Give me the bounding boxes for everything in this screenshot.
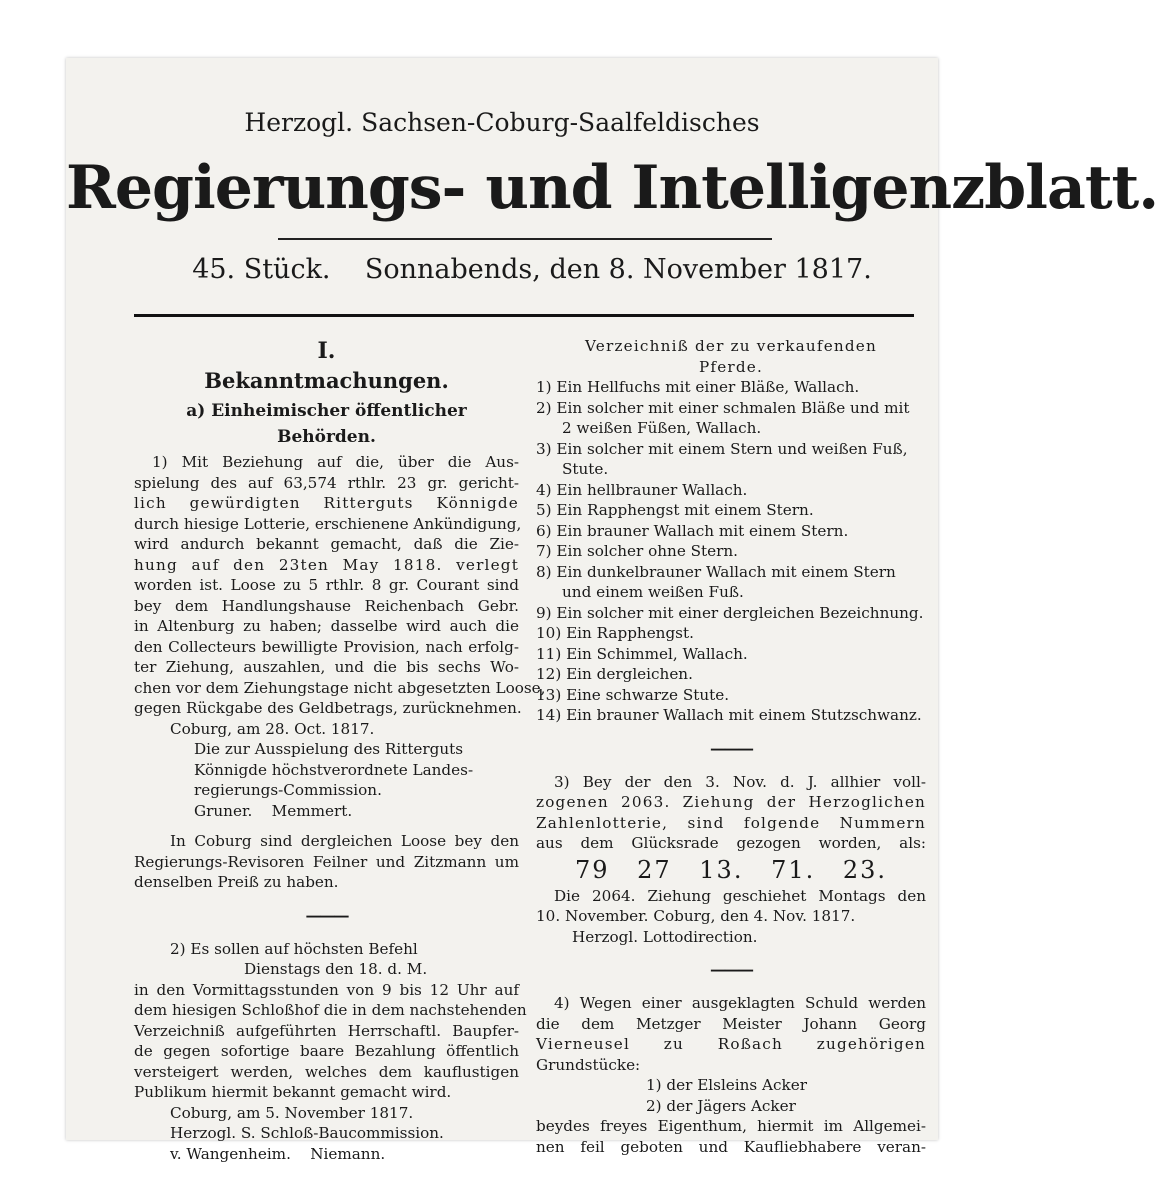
text-line: beydes freyes Eigenthum, hiermit im Allgemei- (536, 1117, 926, 1135)
text-line: 1) Mit Beziehung auf die, über die Aus- (152, 453, 519, 471)
text-line: lich gewürdigten Ritterguts Könnigde (134, 494, 519, 512)
notice-4 (536, 993, 926, 1157)
section-number: I. (317, 338, 336, 364)
text-line: die dem Metzger Meister Johann Georg (536, 1014, 926, 1033)
notice-subheading: Dienstags den 18. d. M. (244, 960, 428, 978)
signature-line: Könnigde höchstverordnete Landes- (194, 760, 474, 779)
text-line: Regierungs-Revisoren Feilner und Zitzmann um (134, 852, 519, 871)
header-rule (134, 314, 914, 317)
notice-2 (134, 939, 527, 1165)
text-line: Vierneusel zu Roßach zugehörigen (536, 1035, 926, 1053)
text-line: zogenen 2063. Ziehung der Herzoglichen (536, 793, 926, 811)
masthead-title: Regierungs- und Intelligenzblatt. (66, 153, 1158, 223)
issue-number: 45. Stück. (192, 254, 331, 285)
list-item-continuation: Stute. (562, 460, 609, 478)
list-item: 14) Ein brauner Wallach mit einem Stutzschwanz. (536, 706, 922, 724)
notice-date: Coburg, am 28. Oct. 1817. (170, 719, 375, 738)
separator-dash: ——— (710, 960, 752, 979)
text-line: Die 2064. Ziehung geschiehet Montags den (554, 886, 926, 905)
text-line: wird andurch bekannt gemacht, daß die Zie- (134, 535, 519, 553)
list-item: 10) Ein Rapphengst. (536, 624, 694, 642)
separator-dash: ——— (710, 738, 752, 758)
notice-heading: 2) Es sollen auf höchsten Befehl (170, 939, 418, 958)
subsection-heading: a) Einheimischer öffentlicher Behörden. (186, 401, 467, 447)
text-line: gegen Rückgabe des Geldbetrags, zurücknehmen. (134, 699, 522, 717)
text-line: Zahlenlotterie, sind folgende Nummern (536, 813, 926, 832)
signature-line: Herzogl. S. Schloß-Baucommission. (170, 1124, 444, 1142)
text-line: in Altenburg zu haben; dasselbe wird auch die (134, 617, 519, 635)
text-line: bey dem Handlungshause Reichenbach Gebr. (134, 596, 519, 615)
list-item: 2) Ein solcher mit einer schmalen Bläße und mit (536, 398, 910, 417)
list-item: 1) Ein Hellfuchs mit einer Bläße, Wallach. (536, 378, 860, 396)
issue-date: Sonnabends, den 8. November 1817. (364, 254, 872, 285)
signature-names: Gruner. Memmert. (194, 801, 353, 820)
newspaper-page (66, 58, 1158, 1163)
horse-list (536, 377, 926, 726)
list-item: 12) Ein dergleichen. (536, 665, 693, 683)
text-line: Verzeichniß aufgeführten Herrschaftl. Baupfer- (134, 1021, 519, 1040)
notice-date: Coburg, am 5. November 1817. (170, 1103, 414, 1122)
parcel-item: 1) der Elsleins Acker (646, 1076, 807, 1094)
masthead-rule (278, 238, 772, 240)
text-line: ter Ziehung, auszahlen, und die bis sechs Wo- (134, 658, 519, 676)
signature-names: v. Wangenheim. Niemann. (170, 1144, 386, 1163)
text-line: aus dem Glücksrade gezogen worden, als: (536, 834, 926, 852)
list-item: 3) Ein solcher mit einem Stern und weißen Fuß, (536, 439, 908, 458)
list-title: Verzeichniß der zu verkaufenden (585, 337, 877, 355)
list-title: Pferde. (698, 357, 764, 376)
text-line: Grundstücke: (536, 1055, 641, 1074)
text-line: 10. November. Coburg, den 4. Nov. 1817. (536, 907, 856, 925)
text-line: denselben Preiß zu haben. (134, 873, 339, 891)
right-column (536, 336, 926, 1157)
parcel-item: 2) der Jägers Acker (646, 1096, 796, 1115)
left-column (134, 336, 546, 1164)
list-item: 13) Eine schwarze Stute. (536, 685, 730, 704)
list-item: 4) Ein hellbrauner Wallach. (536, 480, 748, 499)
text-line: den Collecteurs bewilligte Provision, nach erfolg- (134, 637, 519, 656)
text-line: In Coburg sind dergleichen Loose bey den (170, 832, 519, 850)
list-item: 11) Ein Schimmel, Wallach. (536, 644, 748, 663)
masthead-superhead: Herzogl. Sachsen-Coburg-Saalfeldisches (244, 108, 760, 137)
list-item: 7) Ein solcher ohne Stern. (536, 542, 739, 560)
text-line: 4) Wegen einer ausgeklagten Schuld werden (554, 994, 926, 1012)
list-item: 8) Ein dunkelbrauner Wallach mit einem Stern (536, 562, 896, 581)
text-line: Publikum hiermit bekannt gemacht wird. (134, 1083, 452, 1101)
list-item: 9) Ein solcher mit einer dergleichen Bezeichnung. (536, 603, 924, 622)
notice-1-addendum (134, 831, 519, 893)
list-item: 5) Ein Rapphengst mit einem Stern. (536, 501, 814, 519)
text-line: durch hiesige Lotterie, erschienene Ankündigung, (134, 514, 522, 533)
text-line: 3) Bey der den 3. Nov. d. J. allhier voll- (554, 772, 926, 791)
list-item: 6) Ein brauner Wallach mit einem Stern. (536, 521, 849, 540)
list-item-continuation: und einem weißen Fuß. (562, 583, 744, 601)
notice-1 (134, 452, 546, 821)
issue-line (126, 254, 938, 285)
list-item-continuation: 2 weißen Füßen, Wallach. (562, 419, 762, 437)
text-line: de gegen sofortige baare Bezahlung öffentlich (134, 1042, 519, 1060)
signature-line: regierungs-Commission. (194, 781, 382, 799)
text-line: in den Vormittagsstunden von 9 bis 12 Uhr auf (134, 980, 519, 999)
signature-line: Die zur Ausspielung des Ritterguts (194, 740, 464, 758)
text-line: hung auf den 23ten May 1818. verlegt (134, 555, 519, 574)
text-line: dem hiesigen Schloßhof die in dem nachstehenden (134, 1001, 527, 1019)
notice-3 (536, 772, 926, 948)
separator-dash: ——— (305, 905, 348, 925)
text-line: nen feil geboten und Kaufliebhabere veran- (536, 1137, 926, 1156)
text-line: versteigert werden, welches dem kauflustigen (134, 1062, 519, 1081)
signature-line: Herzogl. Lottodirection. (572, 927, 758, 946)
text-line: chen vor dem Ziehungstage nicht abgesetzten Loose, (134, 678, 546, 697)
text-line: spielung des auf 63,574 rthlr. 23 gr. gericht- (134, 473, 519, 492)
section-heading: Bekanntmachungen. (204, 368, 449, 393)
lottery-numbers: 79 27 13. 71. 23. (574, 855, 888, 884)
text-line: worden ist. Loose zu 5 rthlr. 8 gr. Courant sind (134, 576, 519, 594)
